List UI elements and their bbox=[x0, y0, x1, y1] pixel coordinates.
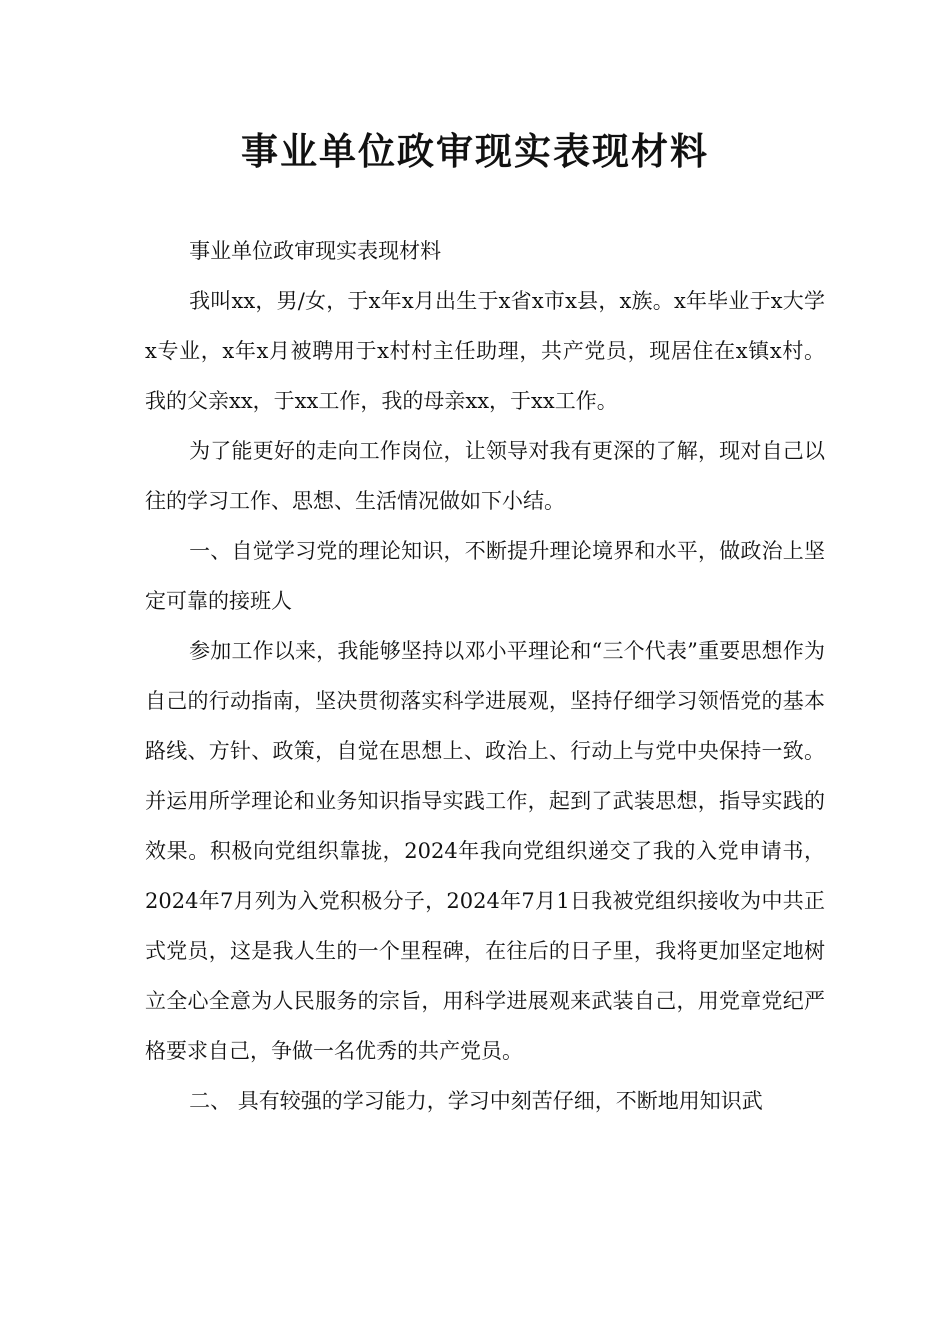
paragraph-introduction: 为了能更好的走向工作岗位，让领导对我有更深的了解，现对自己以往的学习工作、思想、生活情况做如下小结。 bbox=[145, 439, 825, 513]
document-title: 事业单位政审现实表现材料 bbox=[241, 130, 709, 173]
paragraph-section-1: 参加工作以来，我能够坚持以邓小平理论和“三个代表”重要思想作为自己的行动指南，坚决贯彻落实科学进展观，坚持仔细学习领悟党的基本路线、方针、政策，自觉在思想上、政治上、行动上与党中央保持一致。并运用所学理论和业务知识指导实践工作，起到了武装思想，指导实践的效果。积极向党组织靠拢，2024年我向党组织递交了我的入党申请书，2024年7月列为入党积极分子，2024年7月1日我被党组织接收为中共正式党员，这是我人生的一个里程碑，在往后的日子里，我将更加坚定地树立全心全意为人民服务的宗旨，用科学进展观来武装自己，用党章党纪严格要求自己，争做一名优秀的共产党员。 bbox=[145, 639, 825, 1063]
paragraph-personal-info: 我叫xx，男/女，于x年x月出生于x省x市x县，x族。x年毕业于x大学x专业，x年x月被聘用于x村村主任助理，共产党员，现居住在x镇x村。我的父亲xx，于xx工作，我的母亲xx，于xx工作。 bbox=[145, 289, 825, 413]
section-heading-1: 一、自觉学习党的理论知识，不断提升理论境界和水平，做政治上坚定可靠的接班人 bbox=[145, 539, 825, 613]
section-heading-2: 二、 具有较强的学习能力，学习中刻苦仔细，不断地用知识武 bbox=[189, 1089, 763, 1113]
document-body bbox=[145, 226, 825, 1126]
paragraph-subtitle: 事业单位政审现实表现材料 bbox=[189, 239, 442, 263]
